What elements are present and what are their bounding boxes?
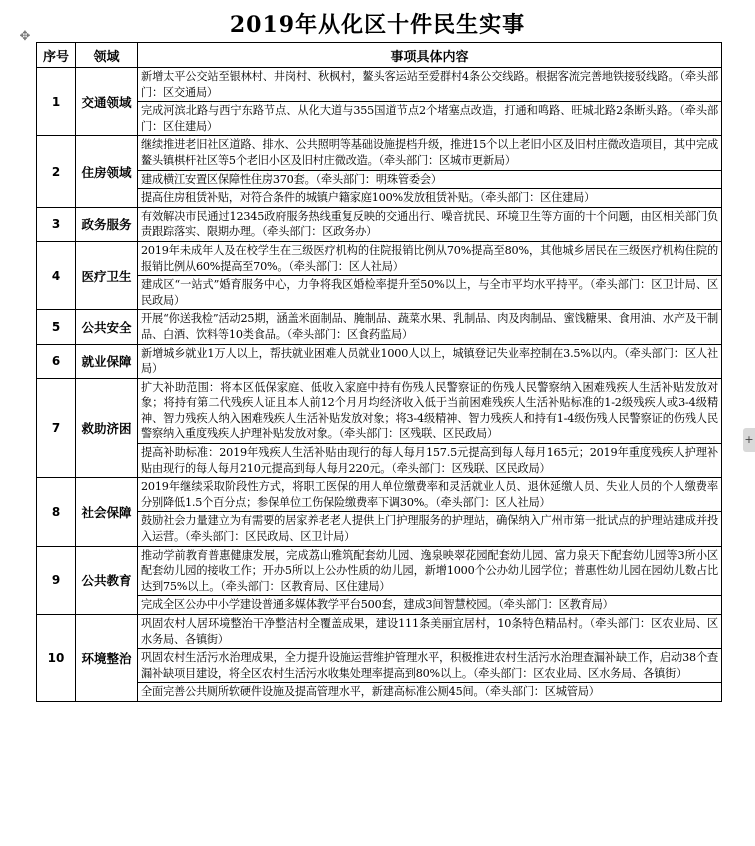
row-item-text: 鼓励社会力量建立为有需要的居家养老老人提供上门护理服务的护理站，确保纳入广州市第一批试点的护理站建成并投入运营。（牵头部门：区民政局、区卫计局） [138, 512, 722, 546]
table-row [37, 683, 722, 702]
row-item-text: 继续推进老旧社区道路、排水、公共照明等基础设施提档升级，推进15个以上老旧小区及旧村庄微改造项目，其中完成鳌头镇棋杆社区等5个老旧小区及旧村庄微改造。（牵头部门：区城市更新局） [138, 136, 722, 170]
table-header-row [37, 43, 722, 68]
table-row [37, 276, 722, 310]
row-field: 救助济困 [76, 378, 138, 478]
row-item-text: 提高住房租赁补贴，对符合条件的城镇户籍家庭100%发放租赁补贴。（牵头部门：区住建局） [138, 189, 722, 208]
row-item-text: 2019年继续采取阶段性方式，将职工医保的用人单位缴费率和灵活就业人员、退休延缴人员、失业人员的个人缴费率分别降低1.5个百分点；参保单位工伤保险缴费率下调30%。（牵头部门：区人社局） [138, 478, 722, 512]
row-item-text: 2019年未成年人及在校学生在三级医疗机构的住院报销比例从70%提高至80%，其他城乡居民在三级医疗机构住院的报销比例从60%提高至70%。（牵头部门：区人社局） [138, 241, 722, 275]
expand-icon[interactable]: + [743, 428, 755, 452]
table-row [37, 444, 722, 478]
row-item-text: 建成横江安置区保障性住房370套。（牵头部门：明珠管委会） [138, 170, 722, 189]
row-item-text: 提高补助标准：2019年残疾人生活补贴由现行的每人每月157.5元提高到每人每月165元；2019年重度残疾人护理补贴由现行的每人每月210元提高到每人每月220元。（牵头部门：区残联、区民政局） [138, 444, 722, 478]
table-row [37, 68, 722, 102]
row-number: 2 [37, 136, 76, 207]
row-field: 环境整治 [76, 615, 138, 702]
row-item-text: 新增太平公交站至银林村、井岗村、秋枫村，鳌头客运站至爱群村4条公交线路。根据客流完善地铁接驳线路。（牵头部门：区交通局） [138, 68, 722, 102]
row-item-text: 推动学前教育普惠健康发展，完成荔山雅筑配套幼儿园、逸泉映翠花园配套幼儿园、富力泉天下配套幼儿园等3所小区配套幼儿园的接收工作；开办5所以上公办性质的幼儿园，新增1000个公办幼儿园学位；普惠性幼儿园在园幼儿数占比达到75%以上。（牵头部门：区教育局、区住建局） [138, 546, 722, 596]
table-row [37, 478, 722, 512]
table-row [37, 344, 722, 378]
header-content: 事项具体内容 [138, 43, 722, 68]
table-row [37, 310, 722, 344]
row-field: 就业保障 [76, 344, 138, 378]
table-row [37, 378, 722, 443]
header-num: 序号 [37, 43, 76, 68]
row-number: 4 [37, 241, 76, 309]
row-item-text: 巩固农村生活污水治理成果，全力提升设施运营维护管理水平，积极推进农村生活污水治理查漏补缺工作，启动38个查漏补缺项目建设，将全区农村生活污水收集处理率提高到80%以上。（牵头部门：区农业局、区水务局、各镇街） [138, 649, 722, 683]
table-row [37, 512, 722, 546]
row-number: 8 [37, 478, 76, 546]
table-row [37, 102, 722, 136]
row-field: 住房领域 [76, 136, 138, 207]
row-field: 公共安全 [76, 310, 138, 344]
row-item-text: 新增城乡就业1万人以上，帮扶就业困难人员就业1000人以上，城镇登记失业率控制在3.5%以内。（牵头部门：区人社局） [138, 344, 722, 378]
row-item-text: 建成区“一站式”婚育服务中心，力争将我区婚检率提升至50%以上，与全市平均水平持平。（牵头部门：区卫计局、区民政局） [138, 276, 722, 310]
livelihood-table [36, 42, 722, 702]
row-item-text: 完成河滨北路与西宁东路节点、从化大道与355国道节点2个堵塞点改造，打通和鸣路、旺城北路2条断头路。（牵头部门：区住建局） [138, 102, 722, 136]
header-field: 领域 [76, 43, 138, 68]
table-move-icon[interactable]: ✥ [19, 29, 31, 44]
row-number: 1 [37, 68, 76, 136]
row-item-text: 开展“你送我检”活动25期，涵盖米面制品、腌制品、蔬菜水果、乳制品、肉及肉制品、蜜饯糖果、食用油、水产及干制品、白酒、饮料等10类食品。（牵头部门：区食药监局） [138, 310, 722, 344]
row-number: 9 [37, 546, 76, 614]
row-item-text: 有效解决市民通过12345政府服务热线重复反映的交通出行、噪音扰民、环境卫生等方面的十个问题，由区相关部门负责跟踪落实、限期办理。（牵头部门：区政务办） [138, 207, 722, 241]
table-row [37, 241, 722, 275]
row-field: 医疗卫生 [76, 241, 138, 309]
row-item-text: 完成全区公办中小学建设普通多媒体教学平台500套，建成3间智慧校园。（牵头部门：区教育局） [138, 596, 722, 615]
table-row [37, 189, 722, 208]
row-field: 政务服务 [76, 207, 138, 241]
row-number: 3 [37, 207, 76, 241]
row-field: 社会保障 [76, 478, 138, 546]
row-item-text: 全面完善公共厕所软硬件设施及提高管理水平，新建高标准公厕45间。（牵头部门：区城管局） [138, 683, 722, 702]
row-number: 6 [37, 344, 76, 378]
table-row [37, 649, 722, 683]
table-row [37, 136, 722, 170]
row-number: 10 [37, 615, 76, 702]
table-row [37, 546, 722, 596]
row-number: 7 [37, 378, 76, 478]
row-field: 公共教育 [76, 546, 138, 614]
table-row [37, 207, 722, 241]
table-row [37, 615, 722, 649]
row-item-text: 巩固农村人居环境整治干净整洁村全覆盖成果，建设111条美丽宜居村，10条特色精品村。（牵头部门：区农业局、区水务局、各镇街） [138, 615, 722, 649]
row-item-text: 扩大补助范围：将本区低保家庭、低收入家庭中持有伤残人民警察证的伤残人民警察纳入困难残疾人生活补贴发放对象；将持有第二代残疾人证且本人前12个月月均经济收入低于当前困难残疾人生活补贴标准的1-2级残疾人或3-4级精神、智力残疾人纳入困难残疾人生活补贴发放对象；将3-4级精神、智力残疾人和持有1-4级伤残人民警察证的伤残人民警察纳入重度残疾人护理补贴发放对象。（牵头部门：区残联、区民政局） [138, 378, 722, 443]
table-body [37, 68, 722, 702]
row-number: 5 [37, 310, 76, 344]
table-row [37, 170, 722, 189]
table-row [37, 596, 722, 615]
document-title: 2019年从化区十件民生实事 [229, 12, 526, 38]
row-field: 交通领域 [76, 68, 138, 136]
